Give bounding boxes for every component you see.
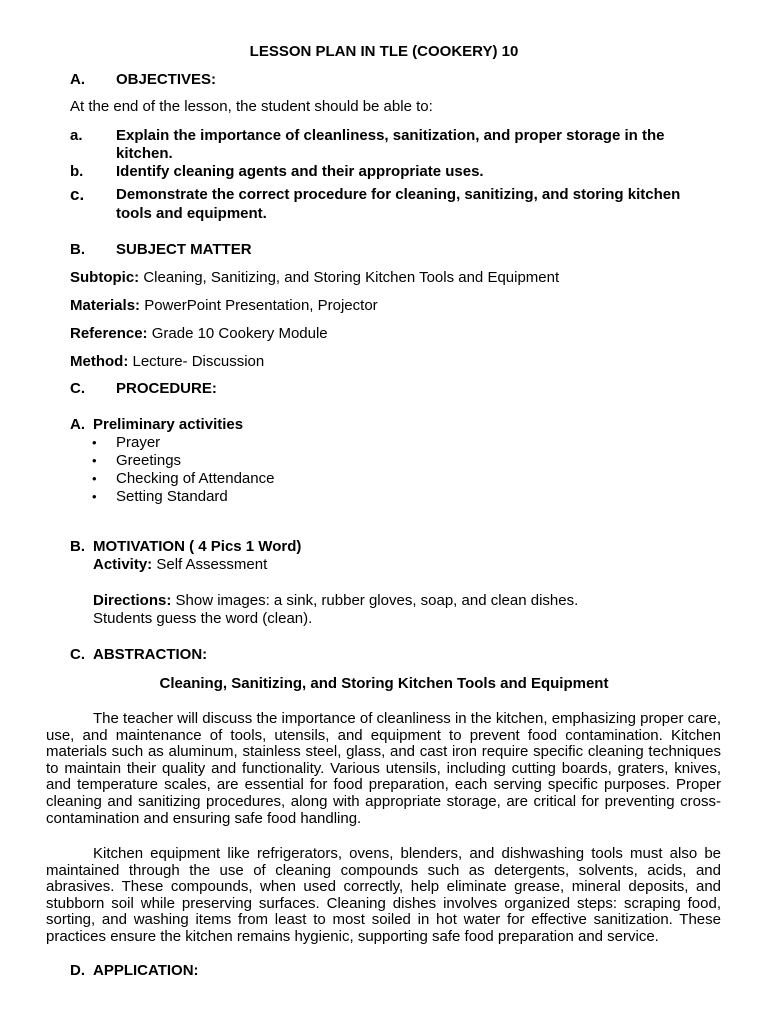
field-value: Lecture- Discussion xyxy=(132,353,265,370)
abstraction-marker: C. xyxy=(70,646,85,663)
objective-c-line2: tools and equipment. xyxy=(116,205,267,222)
field-label: Subtopic: xyxy=(70,269,140,286)
materials-field xyxy=(70,297,378,315)
objectives-marker: A. xyxy=(70,71,85,88)
field-value: Self Assessment xyxy=(156,556,268,573)
procedure-marker: C. xyxy=(70,380,85,397)
abstraction-subtitle: Cleaning, Sanitizing, and Storing Kitchen Tools and Equipment xyxy=(159,675,609,692)
list-item: Prayer xyxy=(116,434,161,451)
objective-marker-c: c. xyxy=(70,185,85,204)
list-item: Setting Standard xyxy=(116,488,228,505)
subject-matter-marker: B. xyxy=(70,241,85,258)
objective-a-line2: kitchen. xyxy=(116,145,173,162)
objectives-intro: At the end of the lesson, the student should be able to: xyxy=(70,98,433,115)
application-heading: APPLICATION: xyxy=(93,962,199,979)
bullet-icon: • xyxy=(92,453,97,468)
field-value: Grade 10 Cookery Module xyxy=(151,325,328,342)
motivation-heading: MOTIVATION ( 4 Pics 1 Word) xyxy=(93,538,302,555)
preliminary-marker: A. xyxy=(70,416,85,433)
method-field xyxy=(70,353,264,371)
objective-marker-b: b. xyxy=(70,163,84,180)
procedure-heading: PROCEDURE: xyxy=(116,380,217,397)
page-title: LESSON PLAN IN TLE (COOKERY) 10 xyxy=(249,43,519,60)
field-label: Activity: xyxy=(93,556,153,573)
abstraction-heading: ABSTRACTION: xyxy=(93,646,208,663)
field-label: Materials: xyxy=(70,297,141,314)
objective-b-line1: Identify cleaning agents and their appropriate uses. xyxy=(116,163,484,180)
reference-field xyxy=(70,325,328,343)
list-item: Checking of Attendance xyxy=(116,470,275,487)
field-value: PowerPoint Presentation, Projector xyxy=(144,297,378,314)
application-marker: D. xyxy=(70,962,85,979)
motivation-marker: B. xyxy=(70,538,85,555)
objective-c-line1: Demonstrate the correct procedure for cleaning, sanitizing, and storing kitchen xyxy=(116,186,681,203)
bullet-icon: • xyxy=(92,471,97,486)
activity-field xyxy=(93,556,267,574)
directions-field xyxy=(93,592,578,610)
abstraction-paragraph-2: Kitchen equipment like refrigerators, ovens, blenders, and dishwashing tools must also be maintained through the use of cleaning compounds such as detergents, solvents, acids, and abrasives. These compounds, when used correctly, help eliminate grease, mineral deposits, and stubborn soil while preserving surfaces. Cleaning dishes involves organized steps: scraping food, sorting, and washing items from least to most soiled in hot water for effective sanitization. These practices ensure the kitchen remains hygienic, supporting safe food preparation and service. xyxy=(46,845,721,945)
list-item: Greetings xyxy=(116,452,182,469)
field-label: Directions: xyxy=(93,592,172,609)
subject-matter-heading: SUBJECT MATTER xyxy=(116,241,252,258)
bullet-icon: • xyxy=(92,489,97,504)
directions-line2: Students guess the word (clean). xyxy=(93,610,313,627)
objective-a-line1: Explain the importance of cleanliness, sanitization, and proper storage in the xyxy=(116,127,665,144)
objective-marker-a: a. xyxy=(70,127,83,144)
preliminary-heading: Preliminary activities xyxy=(93,416,244,433)
objectives-heading: OBJECTIVES: xyxy=(116,71,217,88)
field-value: Show images: a sink, rubber gloves, soap, and clean dishes. xyxy=(175,592,579,609)
field-label: Reference: xyxy=(70,325,148,342)
field-value: Cleaning, Sanitizing, and Storing Kitchen Tools and Equipment xyxy=(143,269,560,286)
bullet-icon: • xyxy=(92,435,97,450)
field-label: Method: xyxy=(70,353,129,370)
subtopic-field xyxy=(70,269,559,287)
abstraction-paragraph-1: The teacher will discuss the importance of cleanliness in the kitchen, emphasizing proper care, use, and maintenance of tools, utensils, and equipment to prevent food contamination. Kitchen materials such as aluminum, stainless steel, glass, and cast iron require specific cleaning techniques to maintain their quality and functionality. Various utensils, including cutting boards, graters, knives, and temperature scales, are essential for food preparation, each serving specific purposes. Proper cleaning and sanitizing procedures, along with appropriate storage, are critical for preventing cross-contamination and ensuring safe food handling. xyxy=(46,710,721,827)
